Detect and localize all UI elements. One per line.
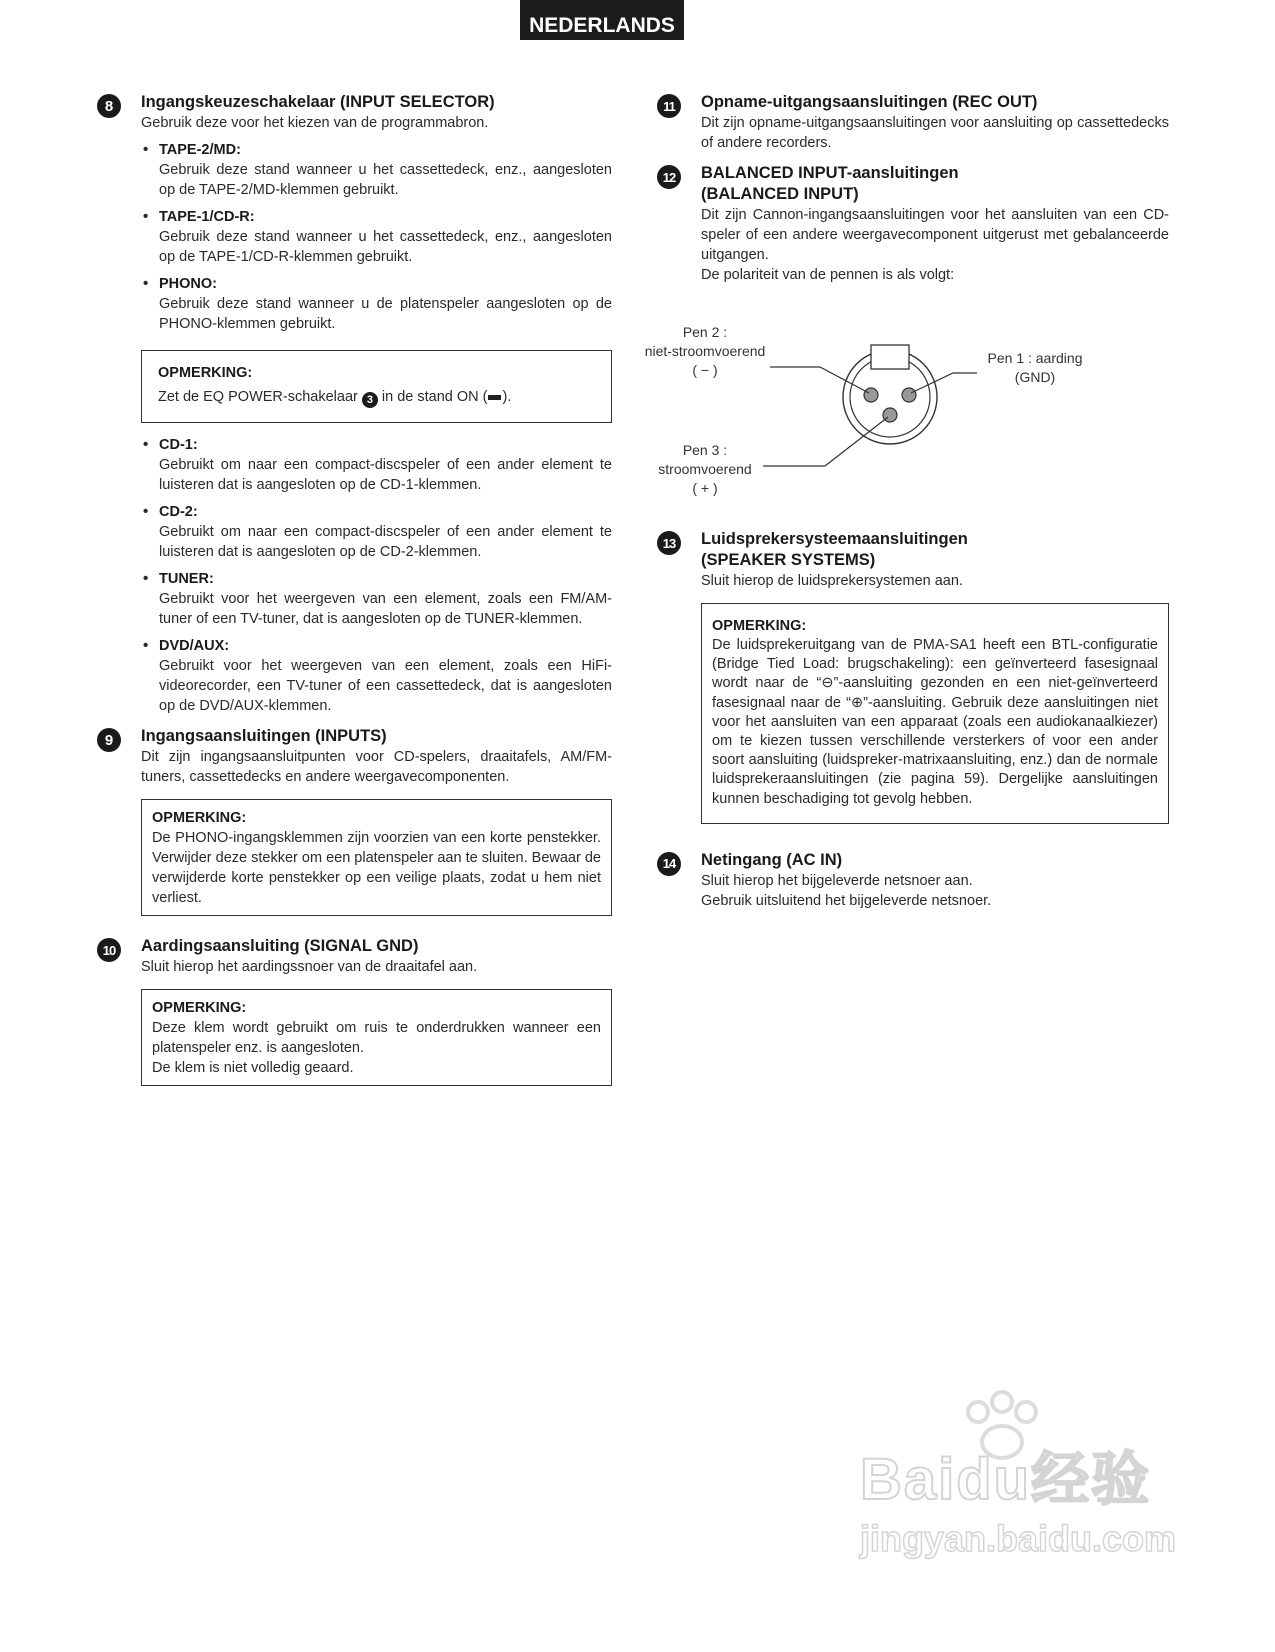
- section-inputs: [97, 726, 612, 916]
- note-text: [158, 387, 595, 408]
- item-label: CD-1:: [159, 437, 198, 453]
- item-text: Gebruikt om naar een compact-discspeler of een ander element te luisteren dat is aangesloten op de CD-1-klemmen.: [159, 457, 612, 493]
- item-label: TAPE-2/MD:: [159, 142, 241, 158]
- pin-3-label-line-3: ( + ): [692, 480, 718, 496]
- section-speaker-systems: [657, 529, 1169, 824]
- item-text: Gebruikt om naar een compact-discspeler of een ander element te luisteren dat is aangesloten op de CD-2-klemmen.: [159, 524, 612, 560]
- pin-3-label-line-1: Pen 3 :: [682, 442, 728, 458]
- section-text: Dit zijn Cannon-ingangsaansluitingen voor het aansluiten van een CD-speler of een andere weergavecomponent uitgerust met gebalanceerde uitgangen.: [701, 207, 1169, 263]
- item-label: TUNER:: [159, 571, 214, 587]
- item-label: CD-2:: [159, 504, 198, 520]
- section-number-13: 13: [657, 531, 681, 555]
- section-number-10: 10: [97, 938, 121, 962]
- section-title-line-1: Luidsprekersysteemaansluitingen: [701, 530, 968, 548]
- section-title: Opname-uitgangsaansluitingen (REC OUT): [701, 93, 1038, 111]
- list-item-phono: [141, 274, 612, 334]
- section-text: Sluit hierop de luidsprekersystemen aan.: [701, 573, 963, 589]
- note-line-1: Deze klem wordt gebruikt om ruis te onderdrukken wanneer een platenspeler enz. is aangesloten.: [152, 1020, 601, 1056]
- section-number-11: 11: [657, 94, 681, 118]
- item-text: Gebruik deze stand wanneer u het cassettedeck, enz., aangesloten op de TAPE-2/MD-klemmen gebruikt.: [159, 162, 612, 198]
- note-heading: OPMERKING:: [152, 810, 247, 826]
- right-column: [644, 92, 1169, 911]
- bullet-icon: •: [143, 141, 149, 158]
- note-box-phono: [141, 799, 612, 916]
- item-text: Gebruikt voor het weergeven van een element, zoals een HiFi-videorecorder, een TV-tuner of een cassettedeck, dat is aangesloten op de DVD/AUX-klemmen.: [159, 658, 612, 714]
- section-signal-gnd: [97, 936, 612, 1086]
- section-text-2: De polariteit van de pennen is als volgt:: [701, 267, 955, 283]
- left-column: [97, 92, 612, 1086]
- note-line-2: De klem is niet volledig geaard.: [152, 1060, 354, 1076]
- note-heading: OPMERKING:: [152, 1000, 247, 1016]
- pin-3-label: [635, 441, 775, 498]
- note-text-before: Zet de EQ POWER-schakelaar: [158, 389, 358, 405]
- section-rec-out: [657, 92, 1169, 153]
- list-item-tape2: [141, 140, 612, 200]
- item-text: Gebruik deze stand wanneer u de platenspeler aangesloten op de PHONO-klemmen gebruikt.: [159, 296, 612, 332]
- section-input-selector: [97, 92, 612, 716]
- list-item-cd1: [141, 435, 612, 495]
- item-label: PHONO:: [159, 276, 217, 292]
- baidu-watermark: [860, 1390, 1190, 1610]
- section-title: Ingangskeuzeschakelaar (INPUT SELECTOR): [141, 93, 495, 111]
- xlr-pin-diagram: [644, 311, 1169, 521]
- note-box-btl: [701, 603, 1169, 824]
- section-text-line-2: Gebruik uitsluitend het bijgeleverde netsnoer.: [701, 892, 992, 909]
- list-item-dvd-aux: [141, 636, 612, 716]
- pin-2-label-line-2: niet-stroomvoerend: [644, 343, 766, 359]
- pin-2-label-line-1: Pen 2 :: [682, 324, 728, 340]
- bullet-icon: •: [143, 637, 149, 654]
- item-text: Gebruikt voor het weergeven van een element, zoals een FM/AM-tuner of een TV-tuner, dat is aangesloten op de TUNER-klemmen.: [159, 591, 612, 627]
- list-item-tuner: [141, 569, 612, 629]
- pin-1-leader: [911, 373, 977, 393]
- section-title: Ingangsaansluitingen (INPUTS): [141, 727, 387, 745]
- pin-1-label-line-1: Pen 1 : aarding: [987, 350, 1083, 366]
- section-number-9: 9: [97, 728, 121, 752]
- section-title-line-2: (SPEAKER SYSTEMS): [701, 551, 876, 569]
- note-heading: OPMERKING:: [712, 618, 807, 634]
- list-item-cd2: [141, 502, 612, 562]
- item-text: Gebruik deze stand wanneer u het cassettedeck, enz., aangesloten op de TAPE-1/CD-R-klemmen gebruikt.: [159, 229, 612, 265]
- note-box-gnd: [141, 989, 612, 1086]
- section-number-12: 12: [657, 165, 681, 189]
- pin-3-label-line-2: stroomvoerend: [658, 461, 752, 477]
- note-text-after: in de stand ON (: [381, 389, 488, 405]
- section-number-8: 8: [97, 94, 121, 118]
- pin-1-label-line-2: (GND): [1014, 369, 1056, 385]
- watermark-brand: Baidu经验: [860, 1447, 1152, 1512]
- section-text-line-1: Sluit hierop het bijgeleverde netsnoer aan.: [701, 872, 973, 889]
- section-title-line-2: (BALANCED INPUT): [701, 185, 859, 203]
- section-balanced-input: [657, 163, 1169, 285]
- pin-1-socket: [902, 388, 916, 402]
- note-box-eq-power: [141, 350, 612, 423]
- watermark-url: jingyan.baidu.com: [860, 1518, 1177, 1559]
- bullet-icon: •: [143, 503, 149, 520]
- xlr-latch: [871, 345, 909, 369]
- note-heading: OPMERKING:: [158, 365, 253, 381]
- switch-on-icon: [488, 395, 501, 400]
- pin-1-label: [975, 349, 1095, 387]
- pin-2-label-line-3: ( − ): [692, 362, 718, 378]
- section-text: Dit zijn opname-uitgangsaansluitingen voor aansluiting op cassettedecks of andere recorders.: [701, 115, 1169, 151]
- pin-2-socket: [864, 388, 878, 402]
- section-title: Aardingsaansluiting (SIGNAL GND): [141, 937, 419, 955]
- pin-2-label: [635, 323, 775, 380]
- item-label: TAPE-1/CD-R:: [159, 209, 255, 225]
- bullet-icon: •: [143, 436, 149, 453]
- section-title: Netingang (AC IN): [701, 850, 843, 869]
- bullet-icon: •: [143, 208, 149, 225]
- list-item-tape1: [141, 207, 612, 267]
- note-text: De luidsprekeruitgang van de PMA-SA1 heeft een BTL-configuratie (Bridge Tied Load: brugschakeling): een geïnverteerd fasesignaal wordt naar de “⊖”-aansluiting gezonden en een niet-geïnverteerd fasesignaal naar de “⊕”-aansluiting. Gebruik deze aansluitingen niet voor het aansluiten van een apparaat (zoals een audiokanaalkiezer) om te kiezen tussen verschillende versterkers of voor een ander soort aansluiting (luidspreker-matrixaansluiting, enz.) dan de normale luidsprekeraansluitingen (zie pagina 59). Dergelijke aansluitingen kunnen beschadiging tot gevolg hebben.: [712, 637, 1158, 807]
- section-ac-in: [657, 850, 1169, 911]
- section-text: Sluit hierop het aardingssnoer van de draaitafel aan.: [141, 959, 478, 975]
- bullet-icon: •: [143, 275, 149, 292]
- note-text-end: ).: [502, 389, 512, 405]
- language-tab: NEDERLANDS: [520, 0, 684, 40]
- ref-number-3: 3: [362, 392, 378, 408]
- pin-3-leader: [763, 417, 888, 466]
- item-label: DVD/AUX:: [159, 638, 230, 654]
- note-text: De PHONO-ingangsklemmen zijn voorzien van een korte penstekker. Verwijder deze stekker om een platenspeler aan te sluiten. Bewaar de verwijderde korte penstekker op een veilige plaats, zodat u hem niet verliest.: [152, 830, 601, 906]
- section-intro: Gebruik deze voor het kiezen van de programmabron.: [141, 115, 489, 131]
- bullet-icon: •: [143, 570, 149, 587]
- section-number-14: 14: [657, 852, 681, 876]
- section-text: Dit zijn ingangsaansluitpunten voor CD-spelers, draaitafels, AM/FM-tuners, cassettedecks en andere weergavecomponenten.: [141, 749, 612, 785]
- section-title-line-1: BALANCED INPUT-aansluitingen: [701, 164, 959, 182]
